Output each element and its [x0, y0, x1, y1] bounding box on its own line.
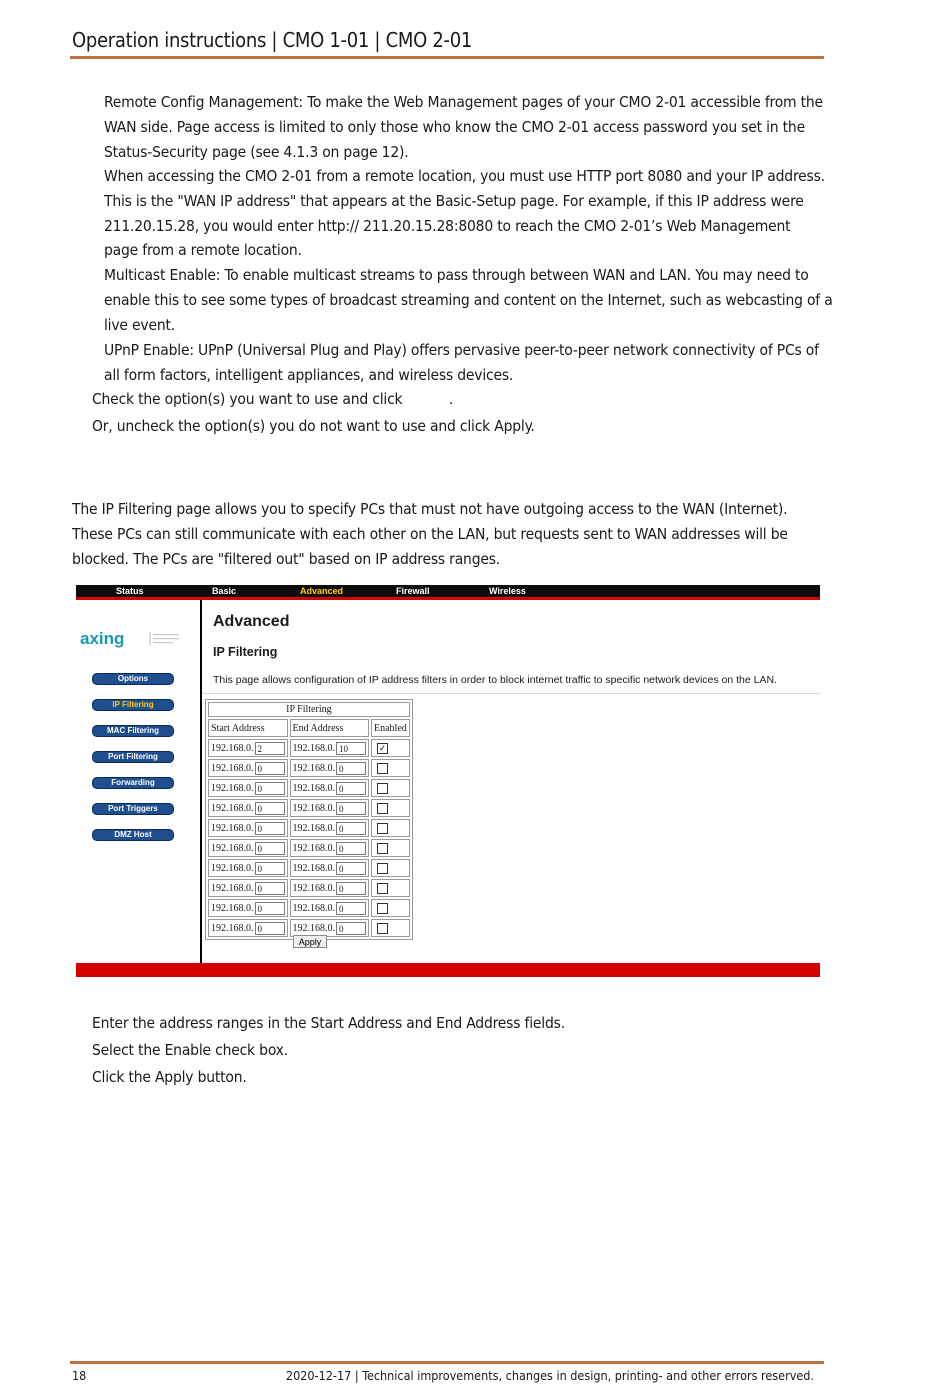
ip-prefix: 192.168.0.	[292, 862, 335, 874]
enabled-cell	[371, 899, 410, 917]
start-address-cell	[208, 799, 288, 817]
start-address-input[interactable]: 0	[255, 902, 285, 915]
sidebar-mac-filtering[interactable]: MAC Filtering	[92, 725, 174, 737]
end-address-cell	[290, 879, 370, 897]
footer-text: 2020-12-17 | Technical improvements, changes in design, printing- and other errors reserved.	[285, 1368, 814, 1383]
start-address-cell	[208, 899, 288, 917]
table-caption: IP Filtering	[208, 702, 410, 717]
text-line: Remote Config Management: To make the Web Management pages of your CMO 2-01 accessible from the	[104, 93, 823, 111]
instruction-enter-ranges	[92, 1011, 565, 1036]
text-line: WAN side. Page access is limited to only those who know the CMO 2-01 access password you set in the	[104, 117, 805, 136]
ip-filtering-intro	[72, 497, 788, 571]
ip-prefix: 192.168.0.	[211, 822, 254, 834]
start-address-cell	[208, 879, 288, 897]
end-address-input[interactable]: 0	[336, 882, 366, 895]
end-address-input[interactable]: 0	[336, 822, 366, 835]
ip-prefix: 192.168.0.	[211, 862, 254, 874]
nav-tab-wireless[interactable]: Wireless	[489, 586, 526, 596]
sidebar-port-triggers[interactable]: Port Triggers	[92, 803, 174, 815]
text-line: These PCs can still communicate with each other on the LAN, but requests sent to WAN addresses will be	[72, 524, 788, 543]
text-line: page from a remote location.	[104, 241, 302, 260]
start-address-input[interactable]: 0	[255, 762, 285, 775]
footer-red-bar	[76, 963, 820, 977]
enabled-cell	[371, 739, 410, 757]
text-line: enable this to see some types of broadcast streaming and content on the Internet, such as webcasting of a	[104, 290, 833, 309]
nav-tab-basic[interactable]: Basic	[212, 586, 237, 596]
table-row	[208, 799, 410, 817]
end-address-cell	[290, 859, 370, 877]
ip-prefix: 192.168.0.	[211, 782, 254, 794]
table-row	[208, 739, 410, 757]
ip-prefix: 192.168.0.	[211, 882, 254, 894]
text-line: Enter the address ranges in the Start Address and End Address fields.	[92, 1014, 565, 1032]
table-row	[208, 859, 410, 877]
column-header-enabled: Enabled	[371, 719, 410, 737]
ip-prefix: 192.168.0.	[211, 902, 254, 914]
header-rule	[70, 56, 824, 59]
section-description: This page allows configuration of IP address filters in order to block internet traffic to specific network devices on the LAN.	[213, 674, 777, 686]
enabled-cell	[371, 759, 410, 777]
ip-prefix: 192.168.0.	[211, 922, 254, 934]
start-address-input[interactable]: 0	[255, 802, 285, 815]
ip-prefix: 192.168.0.	[292, 882, 335, 894]
enabled-checkbox[interactable]	[377, 763, 388, 774]
text-line: When accessing the CMO 2-01 from a remote location, you must use HTTP port 8080 and your IP address.	[104, 167, 825, 185]
start-address-input[interactable]: 0	[255, 922, 285, 935]
ip-prefix: 192.168.0.	[292, 782, 335, 794]
start-address-input[interactable]: 0	[255, 822, 285, 835]
ip-prefix: 192.168.0.	[292, 922, 335, 934]
enabled-cell	[371, 779, 410, 797]
ip-prefix: 192.168.0.	[292, 762, 335, 774]
section-title: Advanced	[213, 613, 290, 630]
page-header-title: Operation instructions | CMO 1-01 | CMO 2-01	[72, 28, 472, 52]
end-address-input[interactable]: 0	[336, 802, 366, 815]
text-line: The IP Filtering page allows you to specify PCs that must not have outgoing access to the WAN (Internet).	[72, 500, 788, 518]
logo-wordmark: axing	[80, 629, 125, 648]
instruction-select-enable	[92, 1038, 288, 1063]
sidebar-ip-filtering[interactable]: IP Filtering	[92, 699, 174, 711]
enabled-cell	[371, 799, 410, 817]
section-rule	[202, 693, 820, 694]
enabled-cell	[371, 819, 410, 837]
ip-prefix: 192.168.0.	[292, 842, 335, 854]
text-line: Status-Security page (see 4.1.3 on page 12).	[104, 142, 409, 161]
ip-prefix: 192.168.0.	[211, 802, 254, 814]
start-address-cell	[208, 739, 288, 757]
enabled-checkbox[interactable]	[377, 803, 388, 814]
footer-rule	[70, 1361, 824, 1364]
enabled-checkbox[interactable]	[377, 883, 388, 894]
text-line: live event.	[104, 315, 175, 334]
enabled-checkbox[interactable]	[377, 923, 388, 934]
start-address-cell	[208, 779, 288, 797]
table-row	[208, 839, 410, 857]
sidebar-dmz-host[interactable]: DMZ Host	[92, 829, 174, 841]
ip-prefix: 192.168.0.	[292, 802, 335, 814]
enabled-cell	[371, 879, 410, 897]
start-address-input[interactable]: 2	[255, 742, 285, 755]
sidebar-forwarding[interactable]: Forwarding	[92, 777, 174, 789]
table-row	[208, 779, 410, 797]
section-subtitle: IP Filtering	[213, 645, 278, 659]
sidebar-options[interactable]: Options	[92, 673, 174, 685]
sidebar-port-filtering[interactable]: Port Filtering	[92, 751, 174, 763]
nav-tab-firewall[interactable]: Firewall	[396, 586, 430, 596]
end-address-cell	[290, 779, 370, 797]
ip-prefix: 192.168.0.	[292, 902, 335, 914]
text-line: 211.20.15.28, you would enter http:// 211.20.15.28:8080 to reach the CMO 2-01’s Web Management	[104, 216, 791, 235]
end-address-input[interactable]: 0	[336, 922, 366, 935]
ip-prefix: 192.168.0.	[211, 762, 254, 774]
end-address-cell	[290, 759, 370, 777]
axing-logo	[80, 629, 182, 649]
start-address-cell	[208, 859, 288, 877]
column-header-end: End Address	[290, 719, 370, 737]
text-line: Or, uncheck the option(s) you do not want to use and click Apply.	[92, 417, 535, 435]
start-address-input[interactable]: 0	[255, 882, 285, 895]
table-row	[208, 899, 410, 917]
end-address-cell	[290, 819, 370, 837]
start-address-cell	[208, 919, 288, 937]
enabled-checkbox[interactable]	[377, 823, 388, 834]
ip-prefix: 192.168.0.	[292, 742, 335, 754]
end-address-cell	[290, 839, 370, 857]
text-line: blocked. The PCs are "filtered out" based on IP address ranges.	[72, 549, 501, 568]
column-header-start: Start Address	[208, 719, 288, 737]
end-address-cell	[290, 899, 370, 917]
text-line: Check the option(s) you want to use and click .	[92, 390, 454, 408]
remote-config-paragraph	[104, 90, 823, 164]
text-line: UPnP Enable: UPnP (Universal Plug and Play) offers pervasive peer-to-peer network connectivity of PCs of	[104, 341, 819, 359]
ip-filtering-table	[205, 699, 413, 940]
start-address-input[interactable]: 0	[255, 862, 285, 875]
enabled-checkbox[interactable]	[377, 783, 388, 794]
instruction-click-apply	[92, 1065, 247, 1090]
upnp-paragraph	[104, 338, 819, 388]
nav-tab-advanced[interactable]: Advanced	[300, 586, 344, 596]
text-line: Multicast Enable: To enable multicast streams to pass through between WAN and LAN. You may need to	[104, 266, 809, 284]
page-number: 18	[72, 1368, 87, 1383]
enabled-checkbox[interactable]	[377, 863, 388, 874]
ip-filtering-screenshot	[76, 585, 820, 977]
text-line: This is the "WAN IP address" that appears at the Basic-Setup page. For example, if this IP address were	[104, 191, 804, 210]
end-address-input[interactable]: 10	[336, 742, 366, 755]
enabled-cell	[371, 919, 410, 937]
enabled-checkbox[interactable]	[377, 843, 388, 854]
enabled-cell	[371, 839, 410, 857]
ip-prefix: 192.168.0.	[292, 822, 335, 834]
text-line: Select the Enable check box.	[92, 1041, 288, 1059]
enabled-cell	[371, 859, 410, 877]
sidebar-divider	[200, 600, 202, 963]
end-address-input[interactable]: 0	[336, 862, 366, 875]
end-address-input[interactable]: 0	[336, 842, 366, 855]
table-row	[208, 819, 410, 837]
multicast-paragraph	[104, 263, 833, 337]
instruction-uncheck	[92, 414, 535, 439]
ip-prefix: 192.168.0.	[211, 842, 254, 854]
ip-prefix: 192.168.0.	[211, 742, 254, 754]
enabled-checkbox[interactable]	[377, 903, 388, 914]
nav-tab-status[interactable]: Status	[116, 586, 144, 596]
end-address-input[interactable]: 0	[336, 782, 366, 795]
end-address-cell	[290, 739, 370, 757]
end-address-input[interactable]: 0	[336, 902, 366, 915]
instruction-check	[92, 387, 453, 412]
remote-access-paragraph	[104, 164, 825, 263]
text-line: Click the Apply button.	[92, 1068, 247, 1086]
end-address-input[interactable]: 0	[336, 762, 366, 775]
table-row	[208, 879, 410, 897]
enabled-checkbox[interactable]: ✓	[378, 742, 387, 753]
start-address-input[interactable]: 0	[255, 842, 285, 855]
start-address-cell	[208, 819, 288, 837]
text-line: all form factors, intelligent appliances, and wireless devices.	[104, 365, 514, 384]
start-address-input[interactable]: 0	[255, 782, 285, 795]
table-row	[208, 759, 410, 777]
end-address-cell	[290, 799, 370, 817]
apply-button[interactable]: Apply	[293, 935, 327, 948]
start-address-cell	[208, 839, 288, 857]
top-nav-bar	[76, 585, 820, 600]
start-address-cell	[208, 759, 288, 777]
